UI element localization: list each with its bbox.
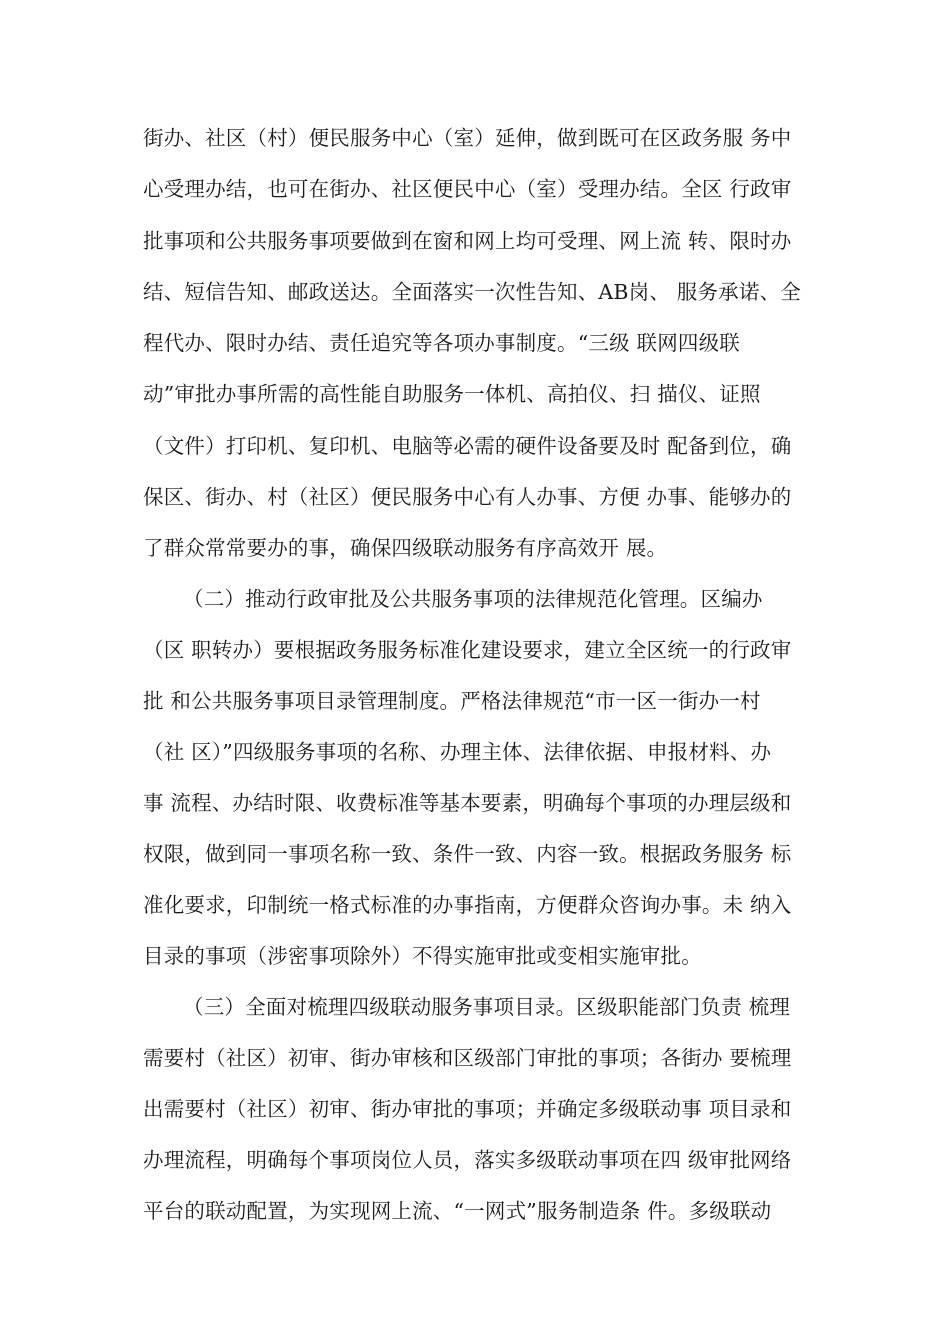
paragraph-line: 平台的联动配置，为实现网上流、“一网式”服务制造条 件。多级联动 <box>143 1199 772 1223</box>
paragraph-line: 批事项和公共服务事项要做到在窗和网上均可受理、网上流 转、限时办 <box>143 229 792 253</box>
paragraph-line: 批 和公共服务事项目录管理制度。严格法律规范“市一区一街办一村 <box>143 689 761 713</box>
paragraph-line: 保区、街办、村（社区）便民服务中心有人办事、方便 办事、能够办的 <box>143 485 792 509</box>
paragraph-line: （区 职转办）要根据政务服务标准化建设要求，建立全区统一的行政审 <box>143 638 792 662</box>
paragraph-line: 目录的事项（涉密事项除外）不得实施审批或变相实施审批。 <box>143 944 702 968</box>
section-heading-line: （三）全面对梳理四级联动服务事项目录。区级职能部门负责 梳理 <box>183 995 791 1019</box>
paragraph-line: 结、短信告知、邮政送达。全面落实一次性告知、AB岗、 服务承诺、全 <box>143 280 801 304</box>
paragraph-line: （社 区）”四级服务事项的名称、办理主体、法律依据、申报材料、办 <box>143 740 772 764</box>
paragraph-line: 心受理办结，也可在街办、社区便民中心（室）受理办结。全区 行政审 <box>143 177 792 201</box>
paragraph-line: 出需要村（社区）初审、街办审批的事项；并确定多级联动事 项目录和 <box>143 1097 792 1121</box>
paragraph-line: 了群众常常要办的事，确保四级联动服务有序高效开 展。 <box>143 536 668 560</box>
paragraph-line: 准化要求，印制统一格式标准的办事指南，方便群众咨询办事。未 纳入 <box>143 893 792 917</box>
paragraph-line: 事 流程、办结时限、收费标准等基本要素，明确每个事项的办理层级和 <box>143 791 792 815</box>
section-heading-line: （二）推动行政审批及公共服务事项的法律规范化管理。区编办 <box>183 587 763 611</box>
paragraph-line: （文件）打印机、复印机、电脑等必需的硬件设备要及时 配备到位，确 <box>143 434 792 458</box>
paragraph-line: 动”审批办事所需的高性能自助服务一体机、高拍仪、扫 描仪、证照 <box>143 382 761 406</box>
paragraph-line: 需要村（社区）初审、街办审核和区级部门审批的事项；各街办 要梳理 <box>143 1046 792 1070</box>
paragraph-line: 程代办、限时办结、责任追究等各项办事制度。“三级 联网四级联 <box>143 331 740 355</box>
paragraph-line: 街办、社区（村）便民服务中心（室）延伸，做到既可在区政务服 务中 <box>143 126 792 150</box>
paragraph-line: 权限，做到同一事项名称一致、条件一致、内容一致。根据政务服务 标 <box>143 842 792 866</box>
paragraph-line: 办理流程，明确每个事项岗位人员，落实多级联动事项在四 级审批网络 <box>143 1148 792 1172</box>
